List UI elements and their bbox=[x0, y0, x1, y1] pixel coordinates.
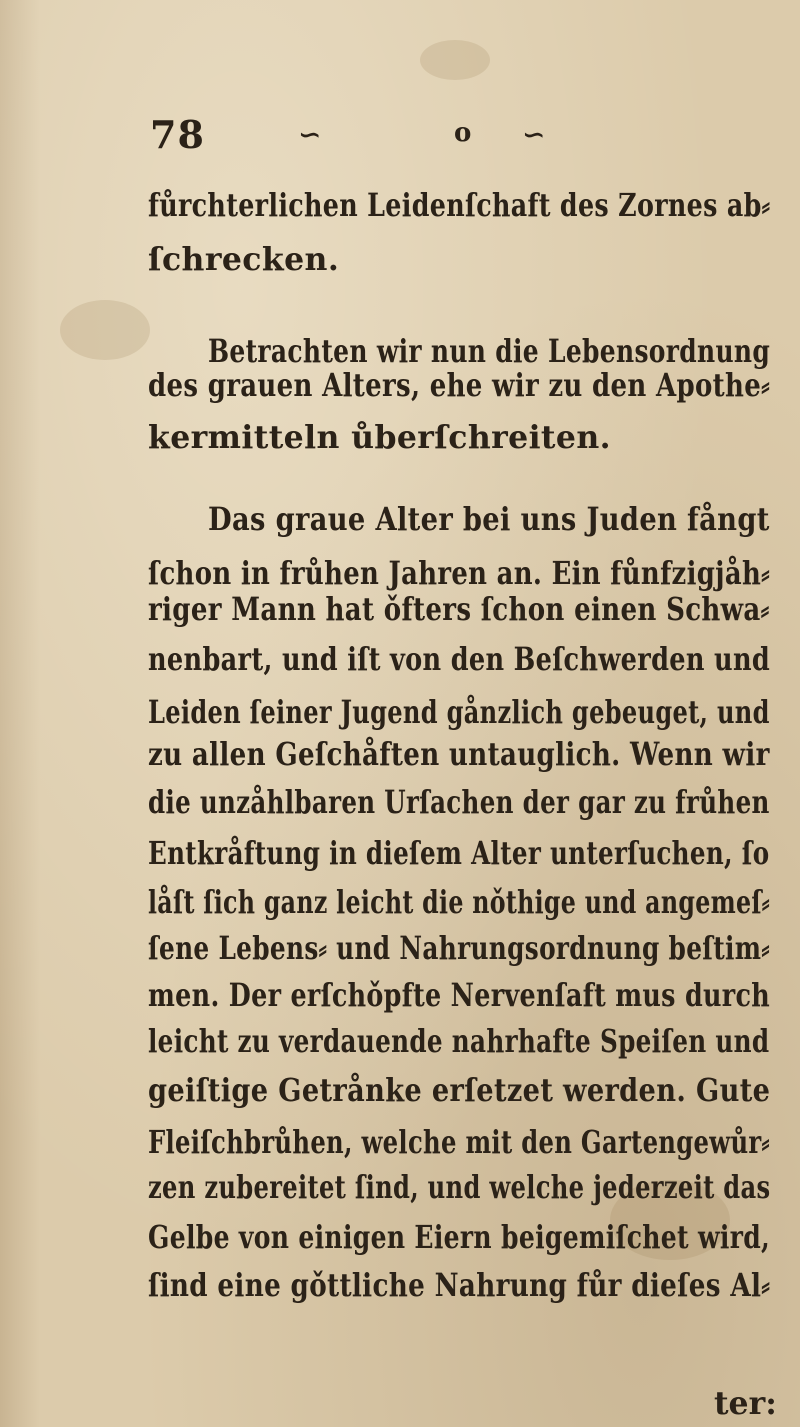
text-line: ſene Lebens⸗ und Nahrungsordnung beſtim⸗ bbox=[148, 930, 770, 967]
catchword: ter: bbox=[714, 1385, 777, 1422]
ornament-right-icon: ∽ bbox=[522, 118, 546, 151]
page-number: 78 bbox=[150, 112, 205, 157]
text-line: zu allen Geſchåften untauglich. Wenn wir bbox=[148, 736, 770, 773]
paper-stain bbox=[420, 40, 490, 80]
text-line: ſchon in frůhen Jahren an. Ein fůnfzigjåh⸗ bbox=[148, 555, 771, 592]
text-line: Entkråftung in dieſem Alter unterſuchen, ſo bbox=[148, 835, 770, 872]
text-line: fůrchterlichen Leidenſchaft des Zornes ab⸗ bbox=[148, 187, 771, 224]
page-header bbox=[150, 112, 630, 158]
text-line: geiſtige Getrånke erſetzet werden. Gute bbox=[148, 1072, 771, 1109]
text-line: die unzåhlbaren Urſachen der gar zu frůhen bbox=[148, 784, 770, 821]
ornament-center-icon: o bbox=[454, 118, 472, 148]
text-line: leicht zu verdauende nahrhafte Speiſen und bbox=[148, 1023, 770, 1060]
paper-stain bbox=[60, 300, 150, 360]
text-line: riger Mann hat ǒfters ſchon einen Schwa⸗ bbox=[148, 591, 770, 628]
text-line: des grauen Alters, ehe wir zu den Apothe⸗ bbox=[148, 367, 771, 404]
text-line: låſt ſich ganz leicht die nǒthige und angemeſ⸗ bbox=[148, 884, 771, 921]
text-line: ſchrecken. bbox=[148, 241, 340, 278]
text-line: Betrachten wir nun die Lebensordnung bbox=[208, 333, 771, 370]
text-line: ſind eine gǒttliche Nahrung fůr dieſes Al⸗ bbox=[148, 1267, 771, 1304]
text-line: Das graue Alter bei uns Juden fångt bbox=[208, 501, 770, 538]
text-line: kermitteln ůberſchreiten. bbox=[148, 419, 611, 456]
text-line: Gelbe von einigen Eiern beigemiſchet wird, bbox=[148, 1219, 771, 1256]
text-line: nenbart, und iſt von den Beſchwerden und bbox=[148, 641, 771, 678]
text-line: zen zubereitet ſind, und welche jederzeit das bbox=[148, 1169, 771, 1206]
ornament-left-icon: ∽ bbox=[298, 118, 322, 151]
text-line: men. Der erſchǒpfte Nervenſaft mus durch bbox=[148, 977, 771, 1014]
text-line: Leiden ſeiner Jugend gånzlich gebeuget, und bbox=[148, 694, 770, 731]
text-line: Fleiſchbrůhen, welche mit den Gartengewůr⸗ bbox=[148, 1124, 770, 1161]
